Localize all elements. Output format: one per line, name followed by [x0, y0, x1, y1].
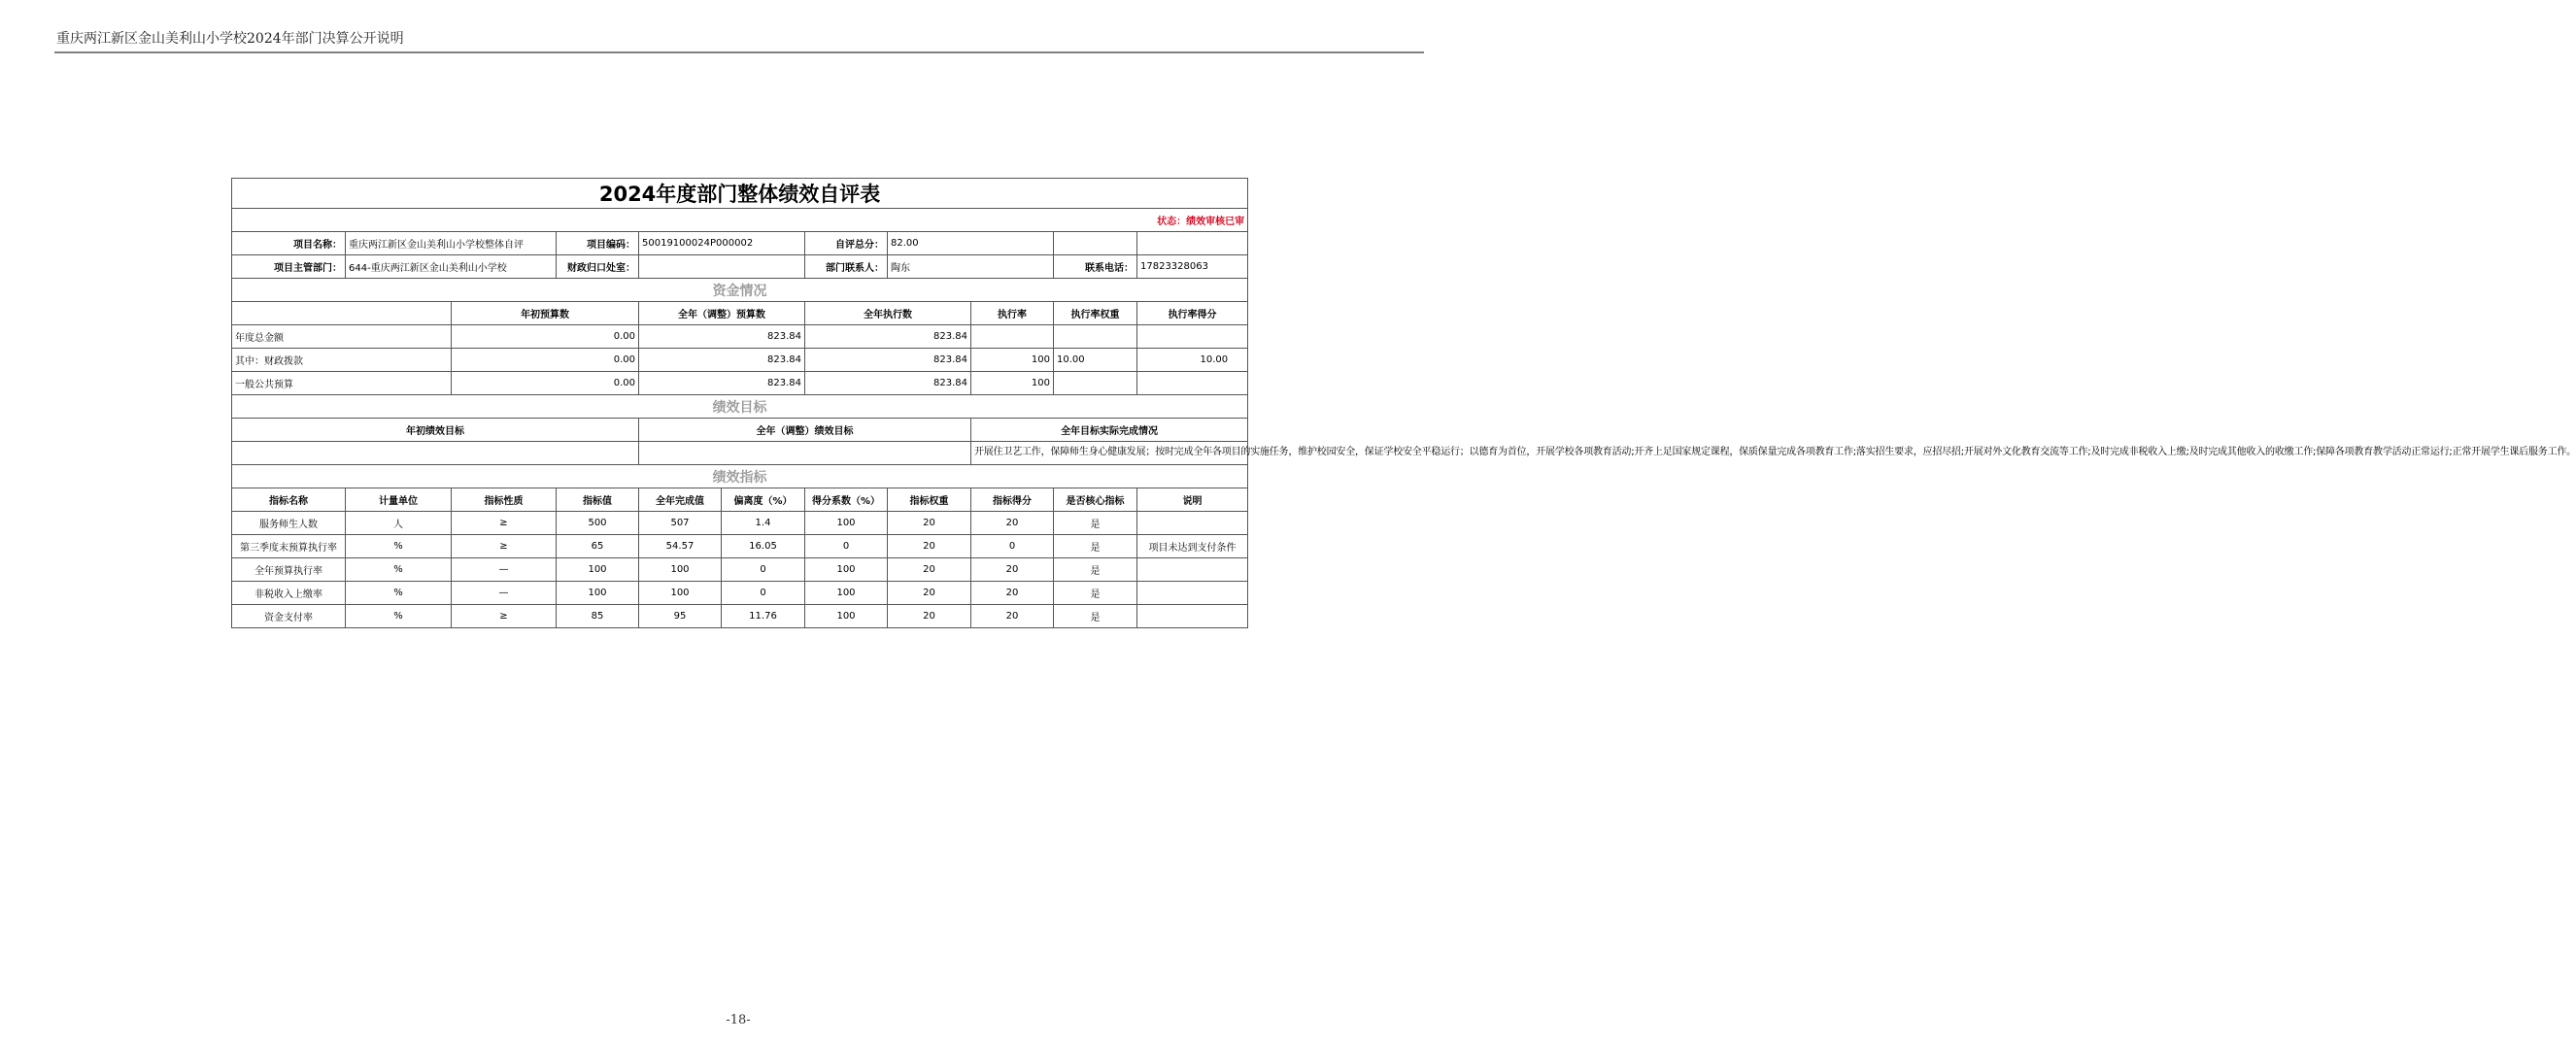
empty-cell — [1137, 232, 1248, 255]
ind-header-nature: 指标性质 — [452, 488, 557, 512]
funds-row-executed: 823.84 — [805, 372, 971, 395]
funds-row-name: 其中：财政拨款 — [232, 349, 452, 372]
goals-header-actual: 全年目标实际完成情况 — [971, 419, 1248, 442]
ind-unit: % — [346, 535, 452, 558]
project-name-value: 重庆两江新区金山美利山小学校整体自评 — [346, 232, 557, 255]
ind-target: 100 — [557, 558, 639, 582]
page-header: 重庆两江新区金山美利山小学校2024年部门决算公开说明 — [56, 31, 404, 47]
goals-header-adjusted: 全年（调整）绩效目标 — [639, 419, 971, 442]
funds-header-initial: 年初预算数 — [452, 302, 639, 325]
funds-header-executed: 全年执行数 — [805, 302, 971, 325]
ind-score: 20 — [971, 512, 1054, 535]
ind-unit: % — [346, 558, 452, 582]
ind-name: 第三季度末预算执行率 — [232, 535, 346, 558]
funds-section-title: 资金情况 — [232, 279, 1248, 302]
ind-score: 20 — [971, 605, 1054, 628]
funds-row — [232, 325, 1248, 349]
ind-header-score: 指标得分 — [971, 488, 1054, 512]
funds-header-row — [232, 302, 1248, 325]
funds-row-executed: 823.84 — [805, 349, 971, 372]
score-value: 82.00 — [888, 232, 1054, 255]
ind-coef: 100 — [805, 512, 888, 535]
info-row-1 — [232, 232, 1248, 255]
funds-row-rate: 100 — [971, 372, 1054, 395]
finance-label: 财政归口处室： — [557, 255, 639, 279]
funds-row-weight — [1054, 325, 1137, 349]
phone-value: 17823328063 — [1137, 255, 1248, 279]
empty-cell — [1054, 232, 1137, 255]
ind-name: 全年预算执行率 — [232, 558, 346, 582]
ind-unit: 人 — [346, 512, 452, 535]
funds-row-adjusted: 823.84 — [639, 372, 805, 395]
funds-row — [232, 372, 1248, 395]
funds-row-name: 一般公共预算 — [232, 372, 452, 395]
indicators-section-title: 绩效指标 — [232, 465, 1248, 488]
ind-header-note: 说明 — [1137, 488, 1248, 512]
ind-deviation: 11.76 — [722, 605, 805, 628]
ind-deviation: 0 — [722, 582, 805, 605]
indicator-row — [232, 558, 1248, 582]
goals-header-row — [232, 419, 1248, 442]
goals-adjusted-text — [639, 442, 971, 465]
ind-core: 是 — [1054, 512, 1137, 535]
finance-value — [639, 255, 805, 279]
ind-header-weight: 指标权重 — [888, 488, 971, 512]
funds-row-adjusted: 823.84 — [639, 325, 805, 349]
project-code-value: 50019100024P000002 — [639, 232, 805, 255]
table-title: 2024年度部门整体绩效自评表 — [232, 179, 1248, 209]
page-number: -18- — [726, 1013, 751, 1027]
ind-name: 资金支付率 — [232, 605, 346, 628]
goals-header-initial: 年初绩效目标 — [232, 419, 639, 442]
score-label: 自评总分： — [805, 232, 888, 255]
dept-label: 项目主管部门： — [232, 255, 346, 279]
indicators-header-row — [232, 488, 1248, 512]
performance-evaluation-table — [231, 178, 2576, 628]
ind-actual: 95 — [639, 605, 722, 628]
ind-weight: 20 — [888, 558, 971, 582]
ind-note — [1137, 512, 1248, 535]
ind-score: 0 — [971, 535, 1054, 558]
project-name-label: 项目名称： — [232, 232, 346, 255]
phone-label: 联系电话： — [1054, 255, 1137, 279]
funds-row-name: 年度总金额 — [232, 325, 452, 349]
ind-note — [1137, 582, 1248, 605]
ind-header-deviation: 偏离度（%） — [722, 488, 805, 512]
funds-row-score — [1137, 372, 1248, 395]
ind-header-name: 指标名称 — [232, 488, 346, 512]
info-row-2 — [232, 255, 1248, 279]
funds-row-weight — [1054, 372, 1137, 395]
ind-core: 是 — [1054, 535, 1137, 558]
funds-row-initial: 0.00 — [452, 349, 639, 372]
ind-actual: 100 — [639, 558, 722, 582]
ind-coef: 100 — [805, 605, 888, 628]
goals-initial-text — [232, 442, 639, 465]
ind-header-coef: 得分系数（%） — [805, 488, 888, 512]
funds-header-weight: 执行率权重 — [1054, 302, 1137, 325]
ind-nature: ≥ — [452, 512, 557, 535]
ind-header-target: 指标值 — [557, 488, 639, 512]
funds-row-initial: 0.00 — [452, 325, 639, 349]
ind-deviation: 0 — [722, 558, 805, 582]
ind-note — [1137, 605, 1248, 628]
funds-row-rate — [971, 325, 1054, 349]
ind-deviation: 1.4 — [722, 512, 805, 535]
ind-header-actual: 全年完成值 — [639, 488, 722, 512]
indicator-row — [232, 512, 1248, 535]
ind-header-unit: 计量单位 — [346, 488, 452, 512]
goals-content-row — [232, 442, 1248, 465]
ind-coef: 100 — [805, 582, 888, 605]
funds-header-score: 执行率得分 — [1137, 302, 1248, 325]
ind-weight: 20 — [888, 512, 971, 535]
ind-score: 20 — [971, 582, 1054, 605]
ind-target: 500 — [557, 512, 639, 535]
ind-actual: 100 — [639, 582, 722, 605]
header-rule — [54, 51, 1424, 53]
funds-row-score: 10.00 — [1137, 349, 1248, 372]
ind-name: 非税收入上缴率 — [232, 582, 346, 605]
funds-row-score — [1137, 325, 1248, 349]
funds-row — [232, 349, 1248, 372]
ind-note — [1137, 558, 1248, 582]
ind-core: 是 — [1054, 558, 1137, 582]
goals-section-title: 绩效目标 — [232, 395, 1248, 419]
funds-row-weight: 10.00 — [1054, 349, 1137, 372]
indicator-row — [232, 605, 1248, 628]
ind-coef: 0 — [805, 535, 888, 558]
ind-header-core: 是否核心指标 — [1054, 488, 1137, 512]
dept-value: 644-重庆两江新区金山美利山小学校 — [346, 255, 557, 279]
empty-cell — [232, 302, 452, 325]
ind-actual: 507 — [639, 512, 722, 535]
ind-nature: — — [452, 558, 557, 582]
ind-weight: 20 — [888, 582, 971, 605]
ind-note: 项目未达到支付条件 — [1137, 535, 1248, 558]
status-badge: 状态：绩效审核已审 — [232, 209, 1248, 232]
ind-nature: ≥ — [452, 535, 557, 558]
ind-nature: — — [452, 582, 557, 605]
funds-header-rate: 执行率 — [971, 302, 1054, 325]
ind-core: 是 — [1054, 605, 1137, 628]
ind-unit: % — [346, 582, 452, 605]
funds-row-rate: 100 — [971, 349, 1054, 372]
ind-target: 65 — [557, 535, 639, 558]
ind-actual: 54.57 — [639, 535, 722, 558]
ind-nature: ≥ — [452, 605, 557, 628]
funds-row-adjusted: 823.84 — [639, 349, 805, 372]
contact-value: 陶东 — [888, 255, 1054, 279]
indicator-row — [232, 582, 1248, 605]
ind-score: 20 — [971, 558, 1054, 582]
ind-target: 100 — [557, 582, 639, 605]
ind-weight: 20 — [888, 535, 971, 558]
ind-coef: 100 — [805, 558, 888, 582]
project-code-label: 项目编码： — [557, 232, 639, 255]
ind-name: 服务师生人数 — [232, 512, 346, 535]
funds-row-initial: 0.00 — [452, 372, 639, 395]
funds-header-adjusted: 全年（调整）预算数 — [639, 302, 805, 325]
ind-unit: % — [346, 605, 452, 628]
ind-weight: 20 — [888, 605, 971, 628]
ind-deviation: 16.05 — [722, 535, 805, 558]
funds-row-executed: 823.84 — [805, 325, 971, 349]
ind-target: 85 — [557, 605, 639, 628]
contact-label: 部门联系人： — [805, 255, 888, 279]
indicator-row — [232, 535, 1248, 558]
ind-core: 是 — [1054, 582, 1137, 605]
goals-actual-text: 开展住卫艺工作，保障师生身心健康发展；按时完成全年各项目的实施任务，维护校园安全，保证学校安全平稳运行；以德育为首位，开展学校各项教育活动;开齐上足国家规定课程，保质保量完成各项教育工作;落实招生要求，应招尽招;开展对外文化教育交流等工作;及时完成非税收入上缴;及时完成其他收入的收缴工作;保障各项教育教学活动正常运行;正常开展学生课后服务工作。 — [971, 442, 1248, 465]
